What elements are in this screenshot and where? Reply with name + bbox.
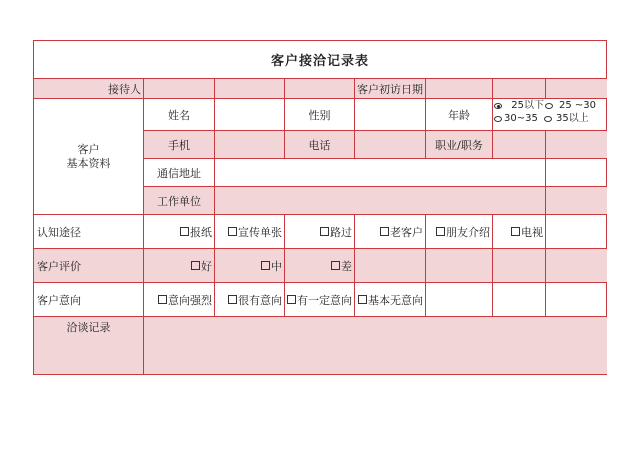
rating-option-poor[interactable] [285, 249, 355, 283]
intent-option-very-interested[interactable] [215, 283, 285, 317]
customer-contact-form [33, 40, 607, 375]
first-visit-date-field-3[interactable] [546, 79, 607, 99]
intent-option-no-interest[interactable] [355, 283, 426, 317]
address-label: 通信地址 [144, 159, 215, 187]
intent-option-label: 意向强烈 [168, 293, 212, 307]
name-field[interactable] [215, 99, 285, 131]
awareness-option-label: 朋友介绍 [446, 225, 490, 239]
checkbox-icon [261, 261, 270, 270]
checkbox-icon [331, 261, 340, 270]
checkbox-icon [180, 227, 189, 236]
first-visit-date-field[interactable] [426, 79, 493, 99]
receptionist-field-3[interactable] [285, 79, 355, 99]
rating-empty-cell [426, 249, 493, 283]
receptionist-field[interactable] [144, 79, 215, 99]
rating-option-medium[interactable] [215, 249, 285, 283]
employer-label: 工作单位 [144, 187, 215, 215]
mobile-label: 手机 [144, 131, 215, 159]
checkbox-icon [436, 227, 445, 236]
age-option-label: 25以下 [511, 100, 544, 111]
awareness-option-old-customer[interactable] [355, 215, 426, 249]
checkbox-icon [320, 227, 329, 236]
phone-label: 电话 [285, 131, 355, 159]
awareness-option-newspaper[interactable] [144, 215, 215, 249]
rating-option-label: 差 [341, 259, 352, 273]
rating-option-label: 好 [201, 259, 212, 273]
age-label: 年龄 [426, 99, 493, 131]
intent-empty-cell [546, 283, 607, 317]
employer-field-2[interactable] [546, 187, 607, 215]
age-option-label: 35以上 [556, 113, 589, 124]
basic-info-label-line2: 基本资料 [66, 156, 111, 170]
awareness-option-friend-referral[interactable] [426, 215, 493, 249]
basic-info-section-label [34, 99, 144, 215]
gender-field[interactable] [355, 99, 426, 131]
checkbox-icon [287, 295, 296, 304]
basic-info-label-line1: 客户 [77, 142, 100, 156]
intent-empty-cell [426, 283, 493, 317]
address-field[interactable] [215, 159, 546, 187]
checkbox-icon [158, 295, 167, 304]
address-field-2[interactable] [546, 159, 607, 187]
checkbox-icon [358, 295, 367, 304]
checkbox-icon [380, 227, 389, 236]
age-option-label: 25 ~30 [559, 100, 597, 111]
intent-empty-cell [493, 283, 546, 317]
rating-option-good[interactable] [144, 249, 215, 283]
checkbox-icon [228, 227, 237, 236]
checkbox-icon [191, 261, 200, 270]
awareness-option-label: 宣传单张 [238, 225, 282, 239]
rating-empty-cell [546, 249, 607, 283]
age-option-label: 30~35 [504, 113, 538, 124]
intent-option-label: 基本无意向 [368, 293, 423, 307]
awareness-option-label: 老客户 [390, 225, 423, 239]
rating-label: 客户评价 [34, 249, 144, 283]
mobile-field[interactable] [215, 131, 285, 159]
form-title: 客户接洽记录表 [34, 41, 606, 79]
awareness-label: 认知途径 [34, 215, 144, 249]
name-label: 姓名 [144, 99, 215, 131]
age-radio-30-35[interactable] [494, 116, 502, 122]
checkbox-icon [511, 227, 520, 236]
notes-label: 洽谈记录 [34, 317, 144, 374]
awareness-option-label: 报纸 [190, 225, 212, 239]
receptionist-field-2[interactable] [215, 79, 285, 99]
awareness-option-label: 电视 [521, 225, 543, 239]
rating-empty-cell [355, 249, 426, 283]
awareness-option-tv[interactable] [493, 215, 546, 249]
occupation-field[interactable] [493, 131, 546, 159]
first-visit-date-label: 客户初访日期 [355, 79, 426, 99]
intent-option-label: 有一定意向 [297, 293, 352, 307]
age-radio-25-30[interactable] [545, 103, 553, 109]
checkbox-icon [228, 295, 237, 304]
intent-option-label: 很有意向 [238, 293, 282, 307]
employer-field[interactable] [215, 187, 546, 215]
phone-field[interactable] [355, 131, 426, 159]
gender-label: 性别 [285, 99, 355, 131]
rating-option-label: 中 [271, 259, 282, 273]
rating-empty-cell [493, 249, 546, 283]
awareness-empty-cell [546, 215, 607, 249]
intent-option-some-interest[interactable] [285, 283, 355, 317]
awareness-option-flyer[interactable] [215, 215, 285, 249]
age-radio-over35[interactable] [544, 116, 552, 122]
occupation-field-2[interactable] [546, 131, 607, 159]
intent-option-strong[interactable] [144, 283, 215, 317]
intent-label: 客户意向 [34, 283, 144, 317]
awareness-option-label: 路过 [330, 225, 352, 239]
awareness-option-passing-by[interactable] [285, 215, 355, 249]
age-options [494, 99, 607, 131]
first-visit-date-field-2[interactable] [493, 79, 546, 99]
occupation-label: 职业/职务 [426, 131, 493, 159]
age-radio-under25[interactable] [494, 103, 502, 109]
receptionist-label: 接待人 [34, 79, 144, 99]
notes-field[interactable] [144, 317, 607, 374]
